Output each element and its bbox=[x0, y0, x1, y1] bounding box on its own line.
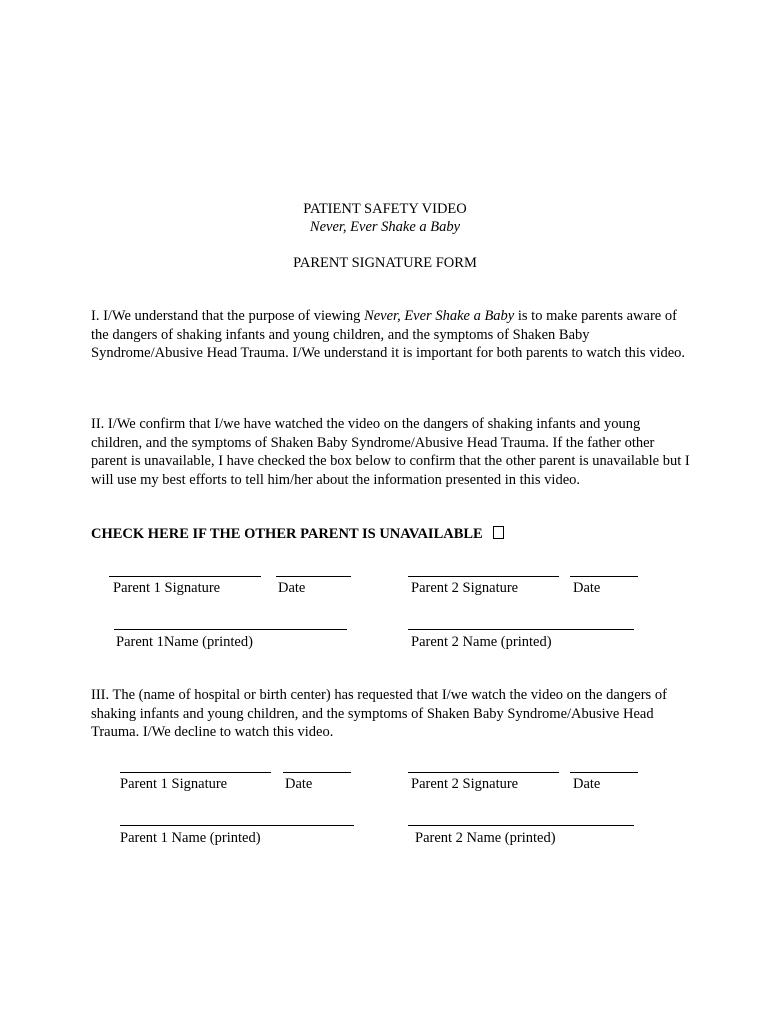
parent-1-signature-line[interactable] bbox=[109, 576, 261, 577]
decline-parent-2-signature-line[interactable] bbox=[408, 772, 559, 773]
decline-parent-2-signature-label: Parent 2 Signature bbox=[411, 776, 519, 792]
parent-2-date-line[interactable] bbox=[570, 576, 638, 577]
parent-1-name-label: Parent 1Name (printed) bbox=[116, 634, 253, 650]
parent-2-date-label: Date bbox=[573, 580, 601, 596]
parent-2-signature-line[interactable] bbox=[408, 576, 559, 577]
parent-2-name-line[interactable] bbox=[408, 629, 634, 630]
unavailable-parent-checkbox[interactable] bbox=[493, 526, 504, 539]
decline-parent-2-date-line[interactable] bbox=[570, 772, 638, 773]
decline-parent-1-date-line[interactable] bbox=[283, 772, 351, 773]
parent-2-signature-label: Parent 2 Signature bbox=[411, 580, 519, 596]
parent-1-signature-label: Parent 1 Signature bbox=[113, 580, 221, 596]
decline-parent-2-name-line[interactable] bbox=[408, 825, 634, 826]
section-1-video-title: Never, Ever Shake a Baby bbox=[364, 308, 515, 324]
parent-1-date-label: Date bbox=[278, 580, 306, 596]
section-3-paragraph: III. The (name of hospital or birth center) has requested that I/we watch the video on the dangers of shaking infants and young children, and the symptoms of Shaken Baby Syndrome/Abusive Head Trauma. I/We decline to watch this video. bbox=[91, 687, 667, 740]
parent-2-name-label: Parent 2 Name (printed) bbox=[411, 634, 552, 650]
decline-parent-1-name-line[interactable] bbox=[120, 825, 354, 826]
unavailable-parent-label: CHECK HERE IF THE OTHER PARENT IS UNAVAILABLE bbox=[91, 526, 483, 542]
decline-parent-1-signature-line[interactable] bbox=[120, 772, 271, 773]
decline-parent-1-signature-label: Parent 1 Signature bbox=[120, 776, 228, 792]
form-name: PARENT SIGNATURE FORM bbox=[293, 255, 477, 271]
video-subtitle: Never, Ever Shake a Baby bbox=[309, 219, 461, 235]
section-1-text-a: I. I/We understand that the purpose of viewing bbox=[91, 308, 365, 324]
decline-parent-1-name-label: Parent 1 Name (printed) bbox=[120, 830, 261, 846]
parent-1-date-line[interactable] bbox=[276, 576, 351, 577]
parent-1-name-line[interactable] bbox=[114, 629, 347, 630]
document-title: PATIENT SAFETY VIDEO bbox=[303, 201, 467, 217]
section-2-paragraph: II. I/We confirm that I/we have watched the video on the dangers of shaking infants and young children, and the symptoms of Shaken Baby Syndrome/Abusive Head Trauma. If the father other parent is unavailable, I have checked the box below to confirm that the other parent is unavailable but I will use my best efforts to tell him/her about the information presented in this video. bbox=[91, 416, 690, 488]
unavailable-parent-checkbox-row bbox=[91, 526, 504, 543]
decline-parent-2-name-label: Parent 2 Name (printed) bbox=[415, 830, 556, 846]
section-1-paragraph bbox=[91, 307, 691, 363]
section-1-text-b: is to make parents aware of the dangers of shaking infants and young children, and the symptoms of Shaken Baby Syndrome/Abusive Head Trauma. I/We understand it is important for both parents to watch this video. bbox=[91, 308, 686, 361]
decline-parent-1-date-label: Date bbox=[285, 776, 313, 792]
decline-parent-2-date-label: Date bbox=[573, 776, 601, 792]
